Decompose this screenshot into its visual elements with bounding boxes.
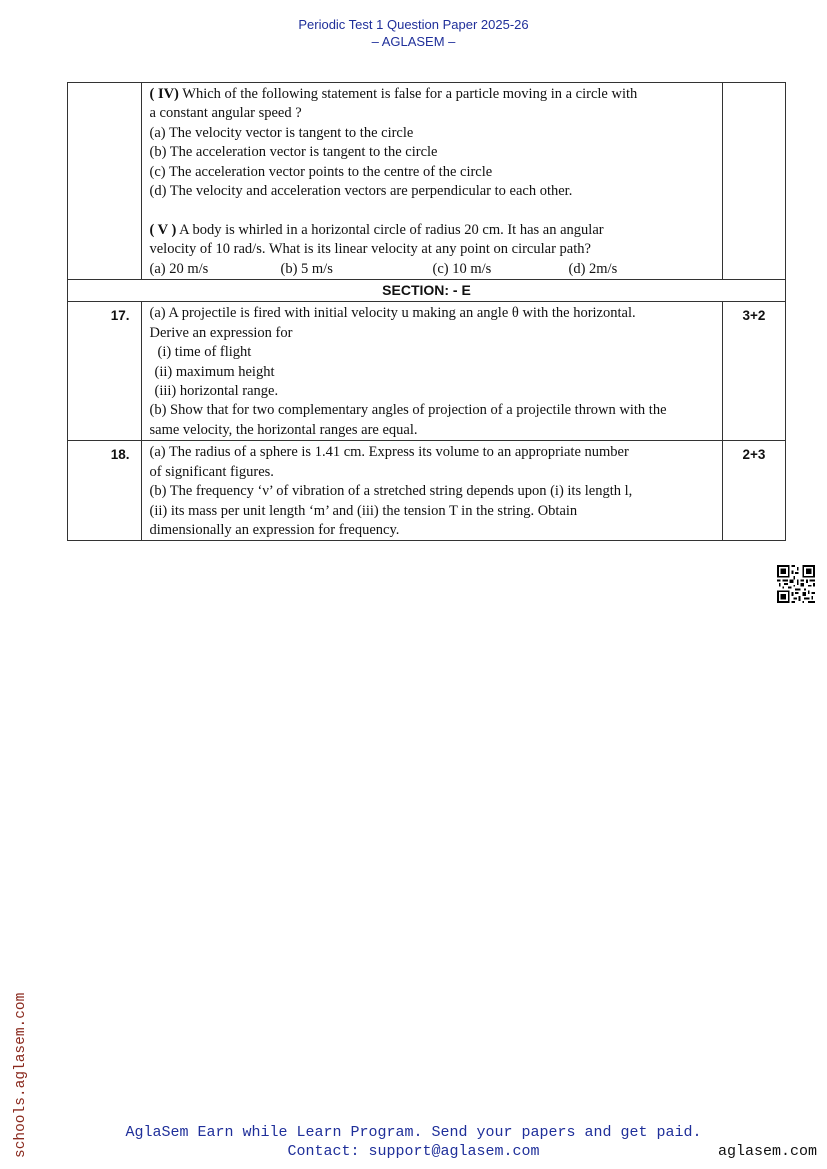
marks-cell [722,83,785,280]
list-item: (iii) horizontal range. [154,383,279,400]
list-item: (b) Show that for two complementary angles of projection of a projectile thrown with the [149,402,667,419]
footer-promo: AglaSem Earn while Learn Program. Send your papers and get paid. [125,1124,702,1141]
option-a: (a) 20 m/s [149,260,209,277]
option-a: (a) The velocity vector is tangent to the circle [149,124,414,141]
side-watermark-url: schools.aglasem.com [13,992,29,1158]
list-item: a constant angular speed ? [149,105,302,122]
footer-site-link[interactable]: aglasem.com [717,1143,817,1160]
table-row [68,83,786,280]
list-item: ( V ) A body is whirled in a horizontal circle of radius 20 cm. It has an angular [149,221,604,238]
option-c: (c) 10 m/s [432,260,492,277]
list-item: same velocity, the horizontal ranges are equal. [149,421,418,438]
table-row [68,441,786,541]
table-row [68,280,786,302]
question-number-cell [68,83,142,280]
option-b: (b) 5 m/s [280,260,333,277]
section-heading: SECTION: - E [68,280,786,302]
list-item: (ii) maximum height [154,363,275,380]
list-item: of significant figures. [149,463,274,480]
marks: 3+2 [722,302,785,441]
question-number: 18. [68,441,142,541]
option-d: (d) The velocity and acceleration vectors are perpendicular to each other. [149,183,573,200]
list-item: (i) time of flight [157,344,252,361]
qr-code-icon [777,565,815,603]
brand-line: – AGLASEM – [371,34,456,49]
marks: 2+3 [722,441,785,541]
list-item: (b) The frequency ‘ν’ of vibration of a stretched string depends upon (i) its length l, [149,483,633,500]
question-18 [142,441,722,541]
option-c: (c) The acceleration vector points to the centre of the circle [149,163,493,180]
list-item: Derive an expression for [149,324,293,341]
paper-title: Periodic Test 1 Question Paper 2025-26 [298,17,529,32]
list-item: (ii) its mass per unit length ‘m’ and (iii) the tension T in the string. Obtain [149,502,578,519]
question-17 [142,302,722,441]
spacer [149,201,715,220]
list-item: (a) The radius of a sphere is 1.41 cm. Express its volume to an appropriate number [149,444,629,461]
list-item: dimensionally an expression for frequency. [149,521,400,538]
question-table [67,82,786,541]
question-16-continued [142,83,722,280]
list-item: (a) A projectile is fired with initial velocity u making an angle θ with the horizontal. [149,305,636,322]
question-number: 17. [68,302,142,441]
footer-contact[interactable]: Contact: support@aglasem.com [287,1143,540,1160]
option-b: (b) The acceleration vector is tangent to the circle [149,144,438,161]
options-row [149,260,715,279]
option-d: (d) 2m/s [568,260,618,277]
list-item: velocity of 10 rad/s. What is its linear velocity at any point on circular path? [149,241,591,258]
table-row [68,302,786,441]
list-item: ( IV) Which of the following statement is false for a particle moving in a circle with [149,86,638,102]
